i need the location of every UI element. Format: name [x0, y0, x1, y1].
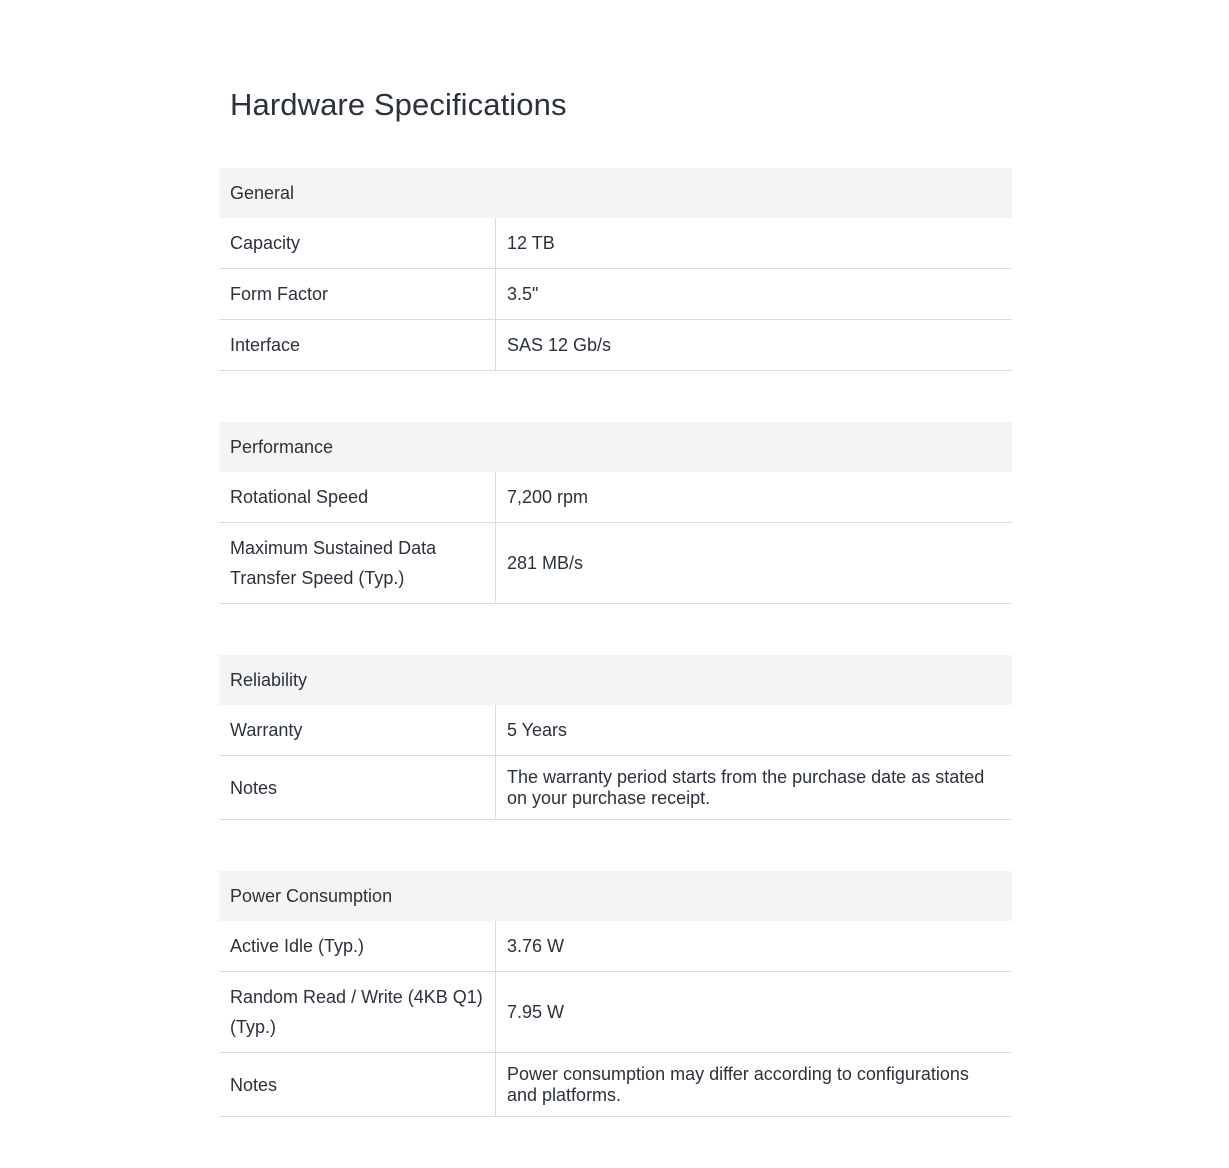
page-title: Hardware Specifications [230, 87, 567, 122]
row-label: Notes [219, 1053, 496, 1116]
row-value: Power consumption may differ according to configurations and platforms. [507, 1063, 969, 1105]
section-header: Power Consumption [219, 871, 1012, 921]
section-header: General [219, 168, 1012, 218]
section-general [219, 168, 1012, 371]
row-label: Active Idle (Typ.) [219, 921, 496, 971]
row-value: 3.76 W [507, 935, 565, 956]
table-row [219, 921, 1012, 972]
table-row [219, 1053, 1012, 1117]
table-row [219, 218, 1012, 269]
row-label: Capacity [219, 218, 496, 268]
row-value: The warranty period starts from the purchase date as stated on your purchase receipt. [507, 766, 985, 808]
spec-sections [219, 168, 1012, 1168]
row-value: 281 MB/s [507, 552, 584, 573]
section-performance [219, 422, 1012, 604]
row-value: SAS 12 Gb/s [507, 334, 612, 355]
section-header: Reliability [219, 655, 1012, 705]
table-row [219, 269, 1012, 320]
row-value: 3.5" [507, 283, 539, 304]
row-value: 7.95 W [507, 1001, 565, 1022]
row-value: 12 TB [507, 232, 555, 253]
table-row [219, 523, 1012, 604]
row-label: Maximum Sustained Data Transfer Speed (Typ.) [219, 523, 496, 603]
table-row [219, 472, 1012, 523]
row-label: Notes [219, 756, 496, 819]
row-label: Form Factor [219, 269, 496, 319]
section-power-consumption [219, 871, 1012, 1117]
row-value: 5 Years [507, 719, 568, 740]
row-label: Random Read / Write (4KB Q1) (Typ.) [219, 972, 496, 1052]
table-row [219, 705, 1012, 756]
row-value: 7,200 rpm [507, 486, 589, 507]
row-label: Warranty [219, 705, 496, 755]
table-row [219, 320, 1012, 371]
row-label: Interface [219, 320, 496, 370]
row-label: Rotational Speed [219, 472, 496, 522]
section-header: Performance [219, 422, 1012, 472]
section-reliability [219, 655, 1012, 820]
table-row [219, 972, 1012, 1053]
table-row [219, 756, 1012, 820]
